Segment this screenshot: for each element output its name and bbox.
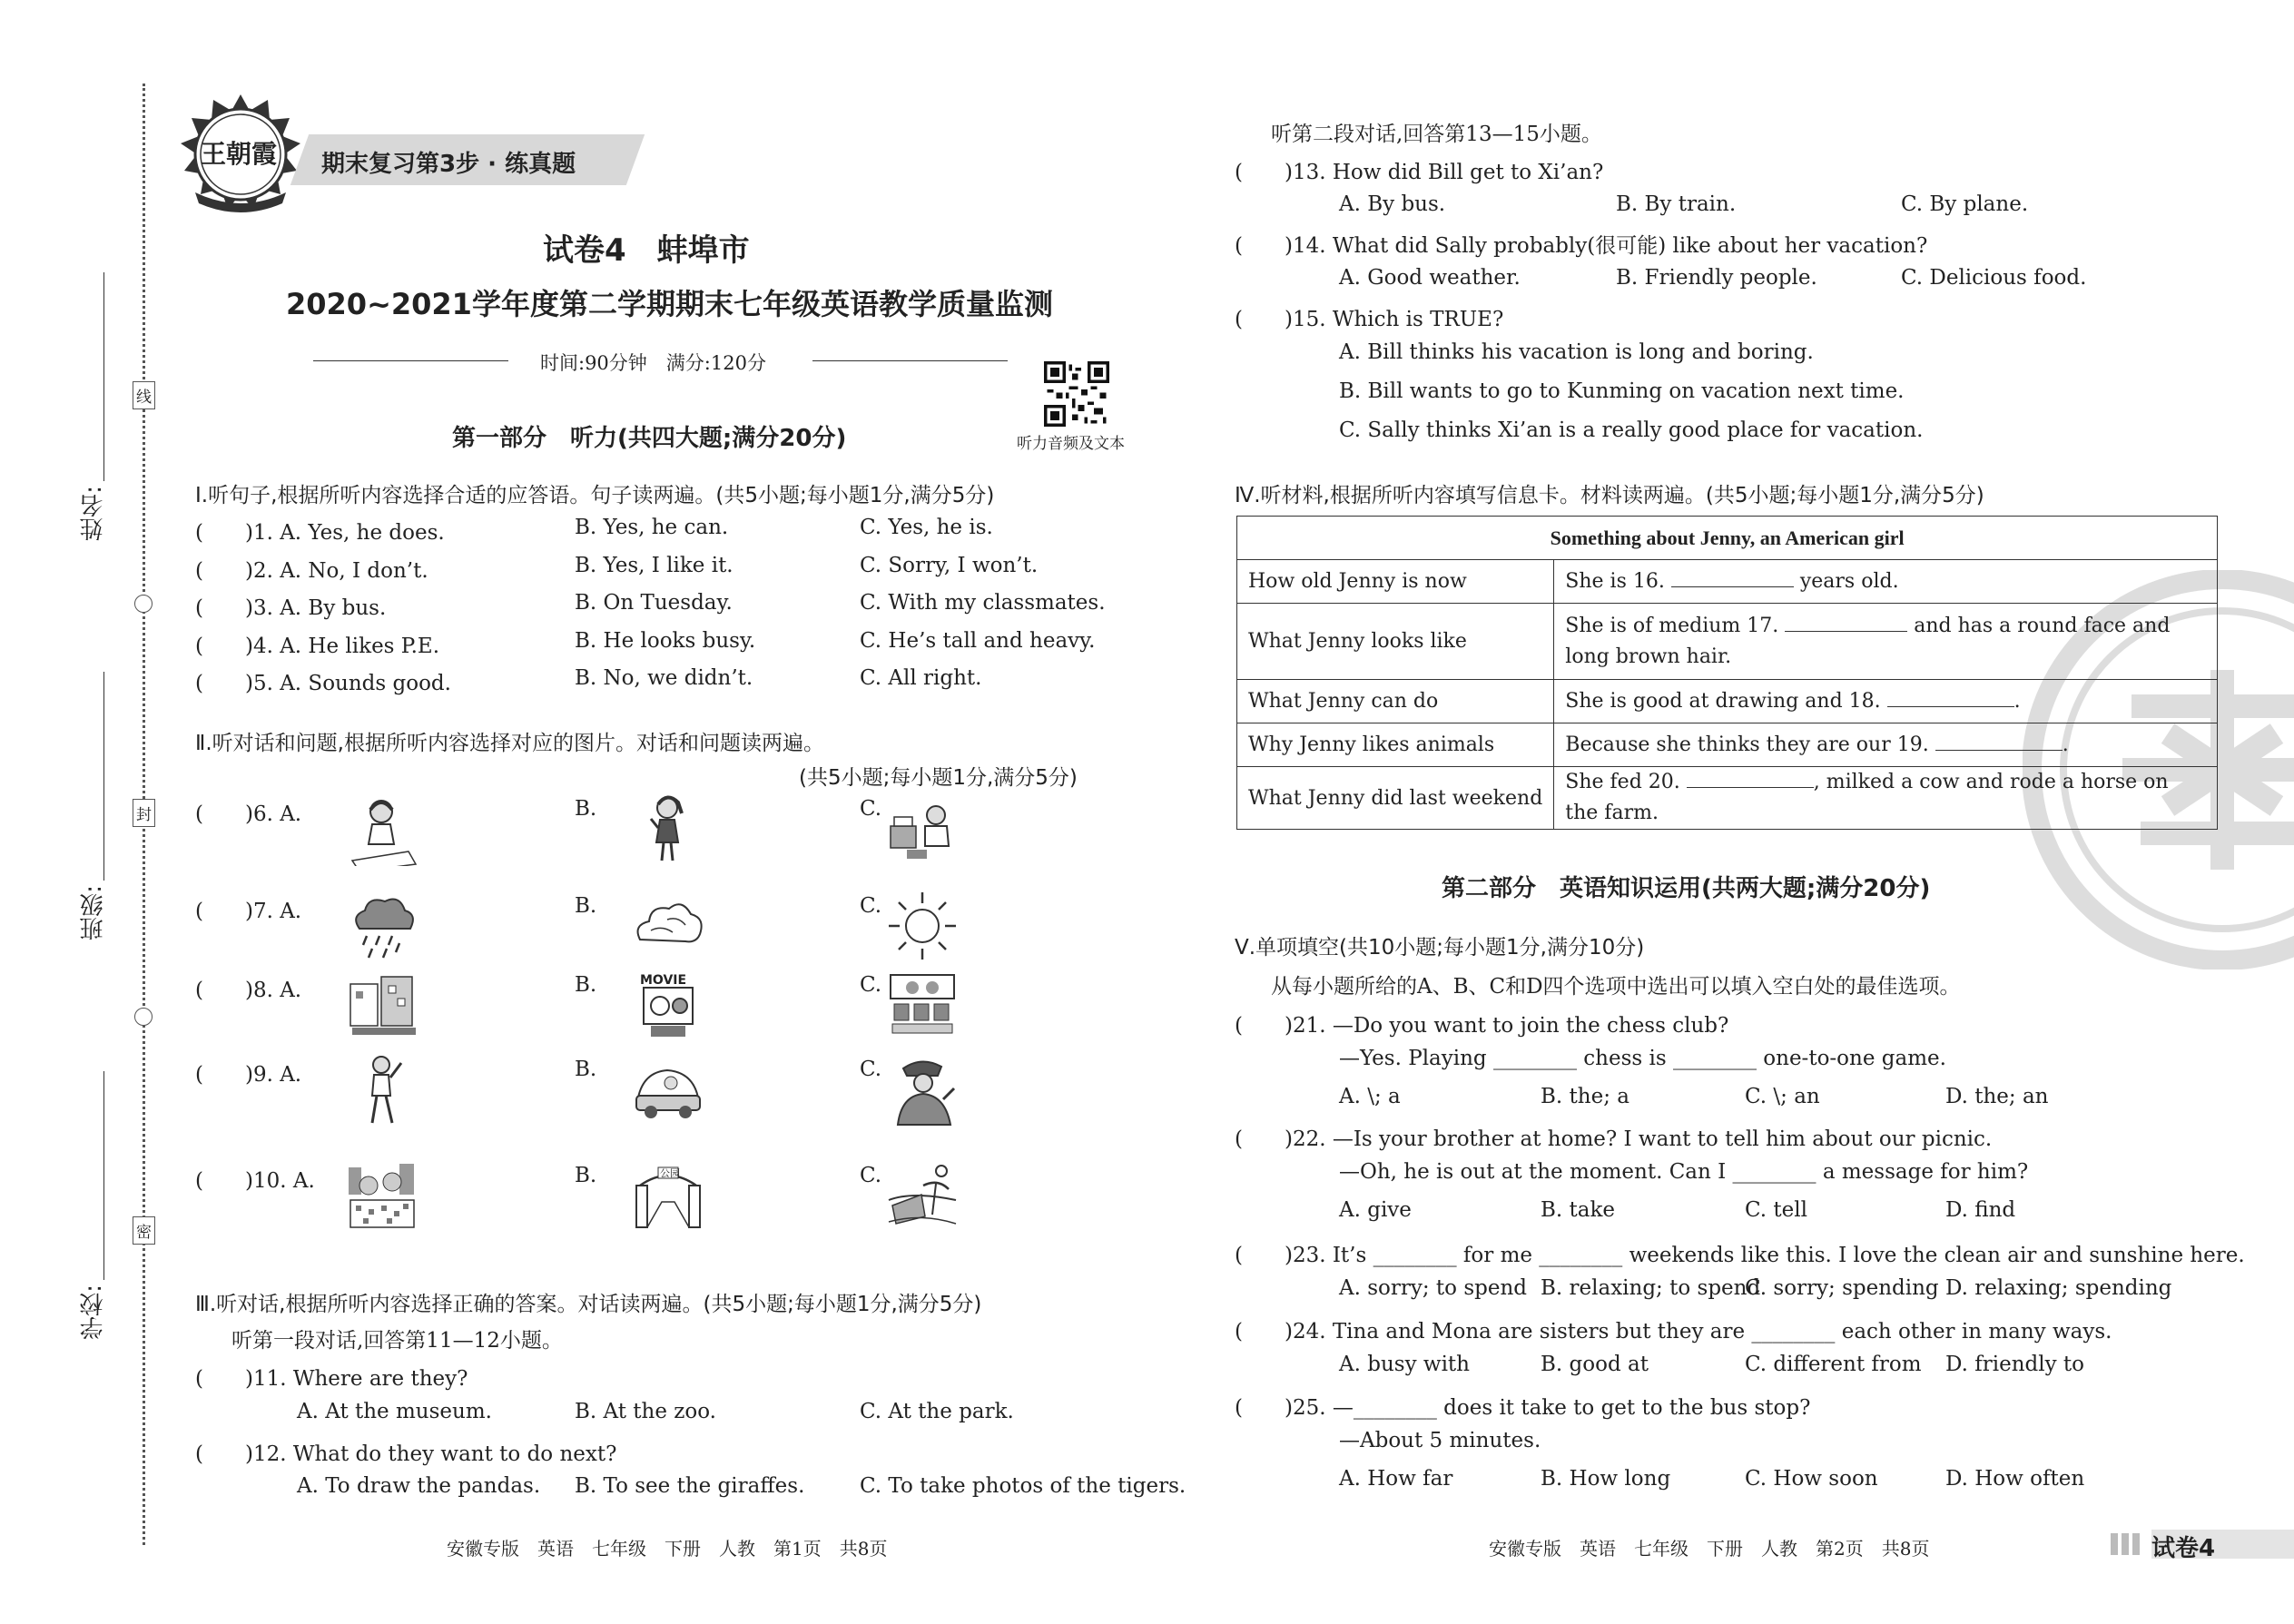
school-field[interactable]	[73, 1071, 118, 1353]
sec3-title: Ⅲ.听对话,根据所听内容选择正确的答案。对话读两遍。(共5小题;每小题1分,满分5分)	[195, 1293, 982, 1316]
beach-icon[interactable]	[885, 1158, 960, 1233]
info-card-answer-pre: She is good at drawing and 18.	[1565, 689, 1887, 713]
q14-option-c[interactable]: C. Delicious food.	[1901, 266, 2087, 290]
q11-stem[interactable]: ( )11. Where are they?	[195, 1367, 468, 1391]
q12-option-c[interactable]: C. To take photos of the tigers.	[860, 1474, 1186, 1498]
part1-title: 第一部分 听力(共四大题;满分20分)	[452, 425, 847, 452]
q14-option-a[interactable]: A. Good weather.	[1339, 266, 1521, 290]
sec1-option-c-3[interactable]: C. With my classmates.	[860, 591, 1106, 615]
movie-label: MOVIE	[640, 973, 687, 988]
q23-option-d[interactable]: D. relaxing; spending	[1945, 1276, 2172, 1300]
q25-stem[interactable]: ( )25. —________ does it take to get to the bus stop?	[1235, 1396, 1811, 1420]
sec2-option-b-7[interactable]: B.	[575, 894, 597, 918]
class-field[interactable]	[73, 672, 118, 953]
sec1-option-b-4[interactable]: B. He looks busy.	[575, 628, 756, 653]
sec1-option-b-5[interactable]: B. No, we didn’t.	[575, 666, 753, 690]
q12-option-b[interactable]: B. To see the giraffes.	[575, 1474, 805, 1498]
info-card-answer-post: , milked a cow and rode a horse on the farm.	[1565, 771, 2169, 824]
girl-drawing-icon[interactable]	[345, 792, 419, 866]
sec2-option-b-9[interactable]: B.	[575, 1058, 597, 1081]
sec2-option-b-8[interactable]: B.	[575, 973, 597, 997]
q13-option-a[interactable]: A. By bus.	[1339, 192, 1446, 216]
sec2-option-c-7[interactable]: C.	[860, 894, 882, 918]
q13-option-b[interactable]: B. By train.	[1616, 192, 1737, 216]
sec1-option-c-5[interactable]: C. All right.	[860, 666, 982, 690]
q12-stem[interactable]: ( )12. What do they want to do next?	[195, 1442, 617, 1466]
q15-option-b[interactable]: B. Bill wants to go to Kunming on vacation next time.	[1339, 379, 1905, 403]
info-card-question: What Jenny did last weekend	[1237, 767, 1554, 830]
sec2-title-score: (共5小题;每小题1分,满分5分)	[799, 766, 1078, 790]
binding-mark-2	[134, 1008, 153, 1026]
q24-stem[interactable]: ( )24. Tina and Mona are sisters but they are ________ each other in many ways.	[1235, 1320, 2112, 1343]
sec1-question-2[interactable]: ( )2. A. No, I don’t.	[195, 558, 428, 583]
q24-option-a[interactable]: A. busy with	[1339, 1353, 1470, 1376]
q25-option-d[interactable]: D. How often	[1945, 1467, 2085, 1491]
q11-option-b[interactable]: B. At the zoo.	[575, 1400, 716, 1423]
class-label: 班级:	[80, 885, 107, 940]
name-field[interactable]	[73, 272, 118, 554]
time-rule-right	[812, 360, 1008, 361]
q13-option-c[interactable]: C. By plane.	[1901, 192, 2029, 216]
car-driver-icon[interactable]	[631, 1052, 705, 1127]
paper-subtitle: 2020~2021学年度第二学期期末七年级英语教学质量监测	[286, 287, 1053, 321]
answer-blank-18[interactable]	[1887, 686, 2014, 707]
sec1-option-c-2[interactable]: C. Sorry, I won’t.	[860, 553, 1039, 577]
q14-stem[interactable]: ( )14. What did Sally probably(很可能) like about her vacation?	[1235, 234, 1928, 258]
time-rule-left	[313, 360, 508, 361]
seal-watermark-icon	[2023, 570, 2294, 969]
sec2-question-6[interactable]: ( )6. A.	[195, 802, 302, 826]
q11-option-c[interactable]: C. At the park.	[860, 1400, 1014, 1423]
sec1-question-3[interactable]: ( )3. A. By bus.	[195, 596, 387, 620]
sec5-title: Ⅴ.单项填空(共10小题;每小题1分,满分10分)	[1235, 936, 1645, 960]
park-label: 公园	[660, 1167, 680, 1179]
binding-mark-1	[134, 595, 153, 613]
q22-stem[interactable]: ( )22. —Is your brother at home? I want to tell him about our picnic.	[1235, 1127, 1993, 1151]
sec1-option-b-2[interactable]: B. Yes, I like it.	[575, 553, 733, 577]
q25-line2: —About 5 minutes.	[1339, 1429, 1541, 1452]
sec2-question-8[interactable]: ( )8. A.	[195, 979, 302, 1002]
q15-stem[interactable]: ( )15. Which is TRUE?	[1235, 308, 1504, 331]
info-card-question: How old Jenny is now	[1237, 560, 1554, 604]
q21-option-a[interactable]: A. \; a	[1339, 1085, 1401, 1108]
sec2-option-c-8[interactable]: C.	[860, 973, 882, 997]
q21-option-c[interactable]: C. \; an	[1745, 1085, 1820, 1108]
q24-option-d[interactable]: D. friendly to	[1945, 1353, 2085, 1376]
sec2-option-c-6[interactable]: C.	[860, 797, 882, 821]
sun-icon[interactable]	[885, 889, 960, 963]
boy-walking-icon[interactable]	[345, 1052, 419, 1127]
q25-option-b[interactable]: B. How long	[1541, 1467, 1671, 1491]
info-card-title: Something about Jenny, an American girl	[1237, 517, 2218, 560]
sec1-option-c-4[interactable]: C. He’s tall and heavy.	[860, 628, 1096, 653]
sec1-option-b-1[interactable]: B. Yes, he can.	[575, 516, 729, 539]
sec2-question-7[interactable]: ( )7. A.	[195, 900, 302, 923]
q24-option-b[interactable]: B. good at	[1541, 1353, 1649, 1376]
q22-option-b[interactable]: B. take	[1541, 1198, 1616, 1222]
cinema-seats-icon[interactable]	[885, 968, 960, 1042]
q24-option-c[interactable]: C. different from	[1745, 1353, 1922, 1376]
street-scene-icon[interactable]	[345, 968, 419, 1042]
q21-stem[interactable]: ( )21. —Do you want to join the chess club?	[1235, 1014, 1729, 1038]
q22-option-d[interactable]: D. find	[1945, 1198, 2016, 1222]
q15-option-a[interactable]: A. Bill thinks his vacation is long and boring.	[1339, 340, 1814, 364]
sec2-title: Ⅱ.听对话和问题,根据所听内容选择对应的图片。对话和问题读两遍。	[195, 732, 824, 755]
q12-option-a[interactable]: A. To draw the pandas.	[297, 1474, 541, 1498]
sec2-question-10[interactable]: ( )10. A.	[195, 1169, 315, 1193]
q15-option-c[interactable]: C. Sally thinks Xi’an is a really good place for vacation.	[1339, 418, 1924, 442]
answer-blank-16[interactable]	[1671, 566, 1794, 587]
sec5-intro: 从每小题所给的A、B、C和D四个选项中选出可以填入空白处的最佳选项。	[1271, 975, 1961, 999]
sec2-option-b-10[interactable]: B.	[575, 1164, 597, 1187]
info-card-question: What Jenny looks like	[1237, 604, 1554, 680]
q21-line2: —Yes. Playing ________ chess is ________ one-to-one game.	[1339, 1047, 1946, 1070]
q22-line2: —Oh, he is out at the moment. Can I ________ a message for him?	[1339, 1160, 2029, 1184]
seal-label-1: 线	[133, 381, 155, 409]
q23-option-b[interactable]: B. relaxing; to spend	[1541, 1276, 1761, 1300]
seal-label-2: 封	[133, 799, 155, 827]
footer-tab: 试卷4	[2151, 1535, 2216, 1562]
seal-label-3: 密	[133, 1216, 155, 1245]
info-card-answer-pre: She is of medium 17.	[1565, 614, 1786, 637]
rain-cloud-icon[interactable]	[345, 889, 419, 963]
paper-title: 试卷4 蚌埠市	[543, 232, 750, 269]
sec1-title: Ⅰ.听句子,根据所听内容选择合适的应答语。句子读两遍。(共5小题;每小题1分,满分5分)	[195, 484, 995, 507]
info-card-question: What Jenny can do	[1237, 680, 1554, 723]
info-card-answer-post: years old.	[1793, 569, 1899, 593]
brand-name: 王朝霞	[201, 139, 278, 169]
sec1-option-c-1[interactable]: C. Yes, he is.	[860, 516, 993, 539]
q21-option-d[interactable]: D. the; an	[1945, 1085, 2049, 1108]
banner-text: 期末复习第3步 · 练真题	[321, 151, 576, 178]
answer-blank-20[interactable]	[1687, 767, 1814, 788]
q21-option-b[interactable]: B. the; a	[1541, 1085, 1629, 1108]
sec1-question-5[interactable]: ( )5. A. Sounds good.	[195, 672, 451, 695]
footer-dots	[2111, 1533, 2143, 1555]
girl-reading-icon[interactable]	[885, 792, 960, 866]
paper-time: 时间:90分钟 满分:120分	[540, 352, 766, 374]
girl-singing-icon[interactable]	[631, 792, 705, 866]
q22-option-a[interactable]: A. give	[1339, 1198, 1412, 1222]
qr-code[interactable]	[1044, 361, 1109, 427]
q25-option-a[interactable]: A. How far	[1339, 1467, 1453, 1491]
part2-title: 第二部分 英语知识运用(共两大题;满分20分)	[1442, 875, 1931, 902]
q14-option-b[interactable]: B. Friendly people.	[1616, 266, 1817, 290]
cloud-icon[interactable]	[631, 889, 705, 963]
sec2-option-b-6[interactable]: B.	[575, 797, 597, 821]
city-park-icon[interactable]	[345, 1158, 419, 1233]
q23-option-c[interactable]: C. sorry; spending	[1745, 1276, 1939, 1300]
police-officer-icon[interactable]	[885, 1052, 960, 1127]
info-card-answer-pre: She is 16.	[1565, 569, 1671, 593]
school-label: 学校:	[80, 1284, 107, 1340]
info-card-answer-pre: Because she thinks they are our 19.	[1565, 733, 1935, 756]
info-card-answer-post: .	[2013, 689, 2021, 713]
footer-right: 安徽专版 英语 七年级 下册 人教 第2页 共8页	[1489, 1538, 1930, 1560]
q23-option-a[interactable]: A. sorry; to spend	[1339, 1276, 1527, 1300]
q13-stem[interactable]: ( )13. How did Bill get to Xi’an?	[1235, 161, 1604, 184]
answer-blank-17[interactable]	[1785, 611, 1907, 632]
sec1-option-b-3[interactable]: B. On Tuesday.	[575, 591, 733, 615]
sec2-option-c-10[interactable]: C.	[860, 1164, 882, 1187]
qr-label: 听力音频及文本	[1017, 435, 1125, 453]
info-card-answer-post: and has a round face and long brown hair.	[1565, 614, 2171, 668]
info-card-answer-pre: She fed 20.	[1565, 771, 1687, 793]
sec1-question-4[interactable]: ( )4. A. He likes P.E.	[195, 634, 440, 658]
sec3-intro1: 听第一段对话,回答第11—12小题。	[231, 1329, 563, 1353]
q22-option-c[interactable]: C. tell	[1745, 1198, 1807, 1222]
sec2-option-c-9[interactable]: C.	[860, 1058, 882, 1081]
q23-stem[interactable]: ( )23. It’s ________ for me ________ weekends like this. I love the clean air and sunshine here.	[1235, 1244, 2245, 1267]
info-card-answer-post: .	[2062, 733, 2069, 756]
brand-badge	[177, 91, 304, 218]
footer-left: 安徽专版 英语 七年级 下册 人教 第1页 共8页	[447, 1538, 888, 1560]
sec2-question-9[interactable]: ( )9. A.	[195, 1063, 302, 1087]
info-card-question: Why Jenny likes animals	[1237, 723, 1554, 767]
sec3-intro2: 听第二段对话,回答第13—15小题。	[1271, 123, 1602, 146]
q25-option-c[interactable]: C. How soon	[1745, 1467, 1878, 1491]
name-label: 姓名:	[80, 486, 107, 541]
sec4-title: Ⅳ.听材料,根据所听内容填写信息卡。材料读两遍。(共5小题;每小题1分,满分5分)	[1235, 484, 1984, 507]
sec1-question-1[interactable]: ( )1. A. Yes, he does.	[195, 521, 445, 545]
q11-option-a[interactable]: A. At the museum.	[297, 1400, 492, 1423]
